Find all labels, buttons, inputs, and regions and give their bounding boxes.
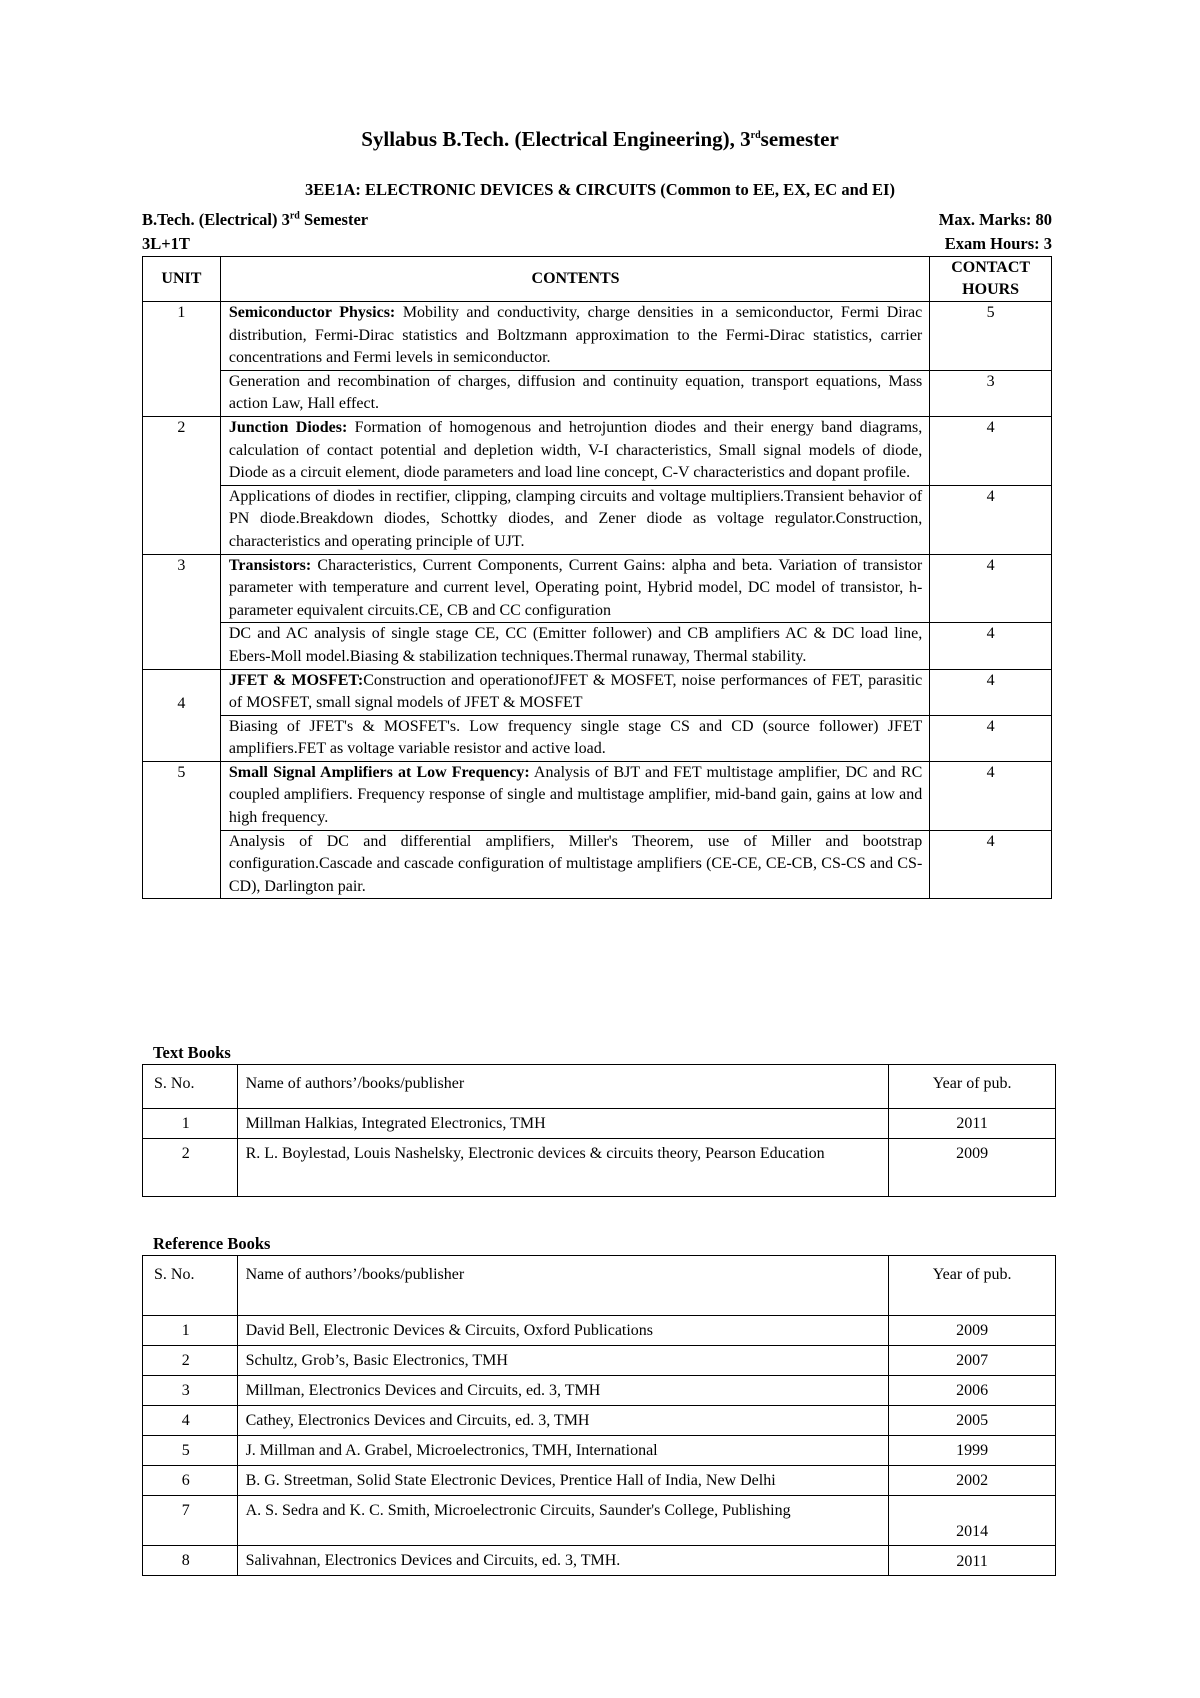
- table-row: [143, 1436, 1056, 1466]
- table-row: [143, 1496, 1056, 1546]
- book-year: 2002: [889, 1466, 1056, 1496]
- table-row: [143, 1546, 1056, 1576]
- book-sno: 1: [143, 1109, 238, 1139]
- program-label: [142, 210, 368, 229]
- unit-column-header: UNIT: [143, 257, 221, 302]
- topic-text: Construction and operationofJFET & MOSFET, noise performances of FET, parasitic of MOSFET, small signal models of JFET & MOSFET: [228, 671, 923, 712]
- table-row: [143, 830, 1052, 899]
- table-row: [143, 715, 1052, 761]
- year-column-header: Year of pub.: [889, 1256, 1056, 1316]
- book-name: J. Millman and A. Grabel, Microelectronics, TMH, International: [237, 1436, 889, 1466]
- book-name: B. G. Streetman, Solid State Electronic Devices, Prentice Hall of India, New Delhi: [237, 1466, 889, 1496]
- sno-column-header: S. No.: [143, 1256, 238, 1316]
- table-row: [143, 1139, 1056, 1197]
- sno-column-header: S. No.: [143, 1065, 238, 1109]
- book-name: Schultz, Grob’s, Basic Electronics, TMH: [237, 1346, 889, 1376]
- unit-number-text: 4: [177, 694, 186, 712]
- book-sno: 1: [143, 1316, 238, 1346]
- book-sno: 4: [143, 1406, 238, 1436]
- book-year: 2014: [889, 1496, 1056, 1546]
- unit-contents: [220, 830, 929, 899]
- table-row: [143, 623, 1052, 669]
- topic-text: Analysis of BJT and FET multistage amplifier, DC and RC coupled amplifiers. Frequency response of single and multistage amplifier, mid-band gain, gains at low and high frequency.: [228, 763, 923, 827]
- topic-text: Analysis of DC and differential amplifiers, Miller's Theorem, use of Miller and bootstrap configuration.Cascade and cascade configuration of multistage amplifiers (CE-CE, CE-CB, CS-CS and CS-CD), Darlington pair.: [228, 832, 923, 895]
- unit-contents: [220, 623, 929, 669]
- topic-text: Characteristics, Current Components, Current Gains: alpha and beta. Variation of transistor parameter with temperature and current level, Operating point, Hybrid model, DC model of transistor, h-parameter equivalent circuits.CE, CB and CC configuration: [228, 556, 923, 619]
- table-row: [143, 370, 1052, 416]
- topic-text: Generation and recombination of charges, diffusion and continuity equation, transport equations, Mass action Law, Hall effect.: [228, 372, 923, 413]
- course-title: 3EE1A: ELECTRONIC DEVICES & CIRCUITS (Common to EE, EX, EC and EI): [305, 180, 895, 199]
- unit-number: 3: [143, 554, 221, 669]
- load-label: 3L+1T: [142, 234, 190, 253]
- table-row: [143, 1316, 1056, 1346]
- book-sno: 3: [143, 1376, 238, 1406]
- unit-number: [143, 669, 221, 761]
- book-name: Salivahnan, Electronics Devices and Circuits, ed. 3, TMH.: [237, 1546, 889, 1576]
- book-sno: 7: [143, 1496, 238, 1546]
- reference-books-label: Reference Books: [153, 1234, 271, 1253]
- unit-number: 5: [143, 761, 221, 899]
- table-row: [143, 1406, 1056, 1436]
- page-title-tail: semester: [760, 127, 839, 151]
- topic-heading: Junction Diodes:: [228, 418, 348, 436]
- topic-text: DC and AC analysis of single stage CE, CC (Emitter follower) and CB amplifiers AC & DC load line, Ebers-Moll model.Biasing & stabilization techniques.Thermal runaway, Thermal stability.: [228, 625, 923, 665]
- table-row: [143, 1109, 1056, 1139]
- page-title-main: Syllabus B.Tech. (Electrical Engineering), 3: [361, 127, 751, 151]
- book-name: R. L. Boylestad, Louis Nashelsky, Electronic devices & circuits theory, Pearson Education: [237, 1139, 889, 1197]
- book-name: Cathey, Electronics Devices and Circuits, ed. 3, TMH: [237, 1406, 889, 1436]
- topic-text: Biasing of JFET's & MOSFET's. Low frequency single stage CS and CD (source follower) JFET amplifiers.FET as voltage variable resistor and active load.: [228, 717, 923, 758]
- book-year: 2006: [889, 1376, 1056, 1406]
- program-tail: Semester: [299, 210, 369, 229]
- table-row: [143, 1466, 1056, 1496]
- unit-contents: [220, 761, 929, 830]
- unit-contents: [220, 715, 929, 761]
- contact-hours: 4: [930, 669, 1052, 715]
- book-sno: 6: [143, 1466, 238, 1496]
- unit-contents: [220, 554, 929, 623]
- book-year: 2007: [889, 1346, 1056, 1376]
- table-row: [143, 485, 1052, 554]
- contact-hours: 4: [930, 416, 1052, 485]
- reference-books-header-row: [143, 1256, 1056, 1316]
- book-name: A. S. Sedra and K. C. Smith, Microelectronic Circuits, Saunder's College, Publishing: [237, 1496, 889, 1546]
- load-row: [142, 234, 1052, 254]
- contact-hours: 5: [930, 302, 1052, 371]
- reference-books-table: [142, 1255, 1056, 1576]
- topic-text: Formation of homogenous and hetrojuntion diodes and their energy band diagrams, calculation of contact potential and depletion width, V-I characteristics, Small signal models of diode, Diode as a circuit element, diode parameters and load line concept, C-V characteristics and dopant profile.: [228, 418, 923, 482]
- book-year: 2005: [889, 1406, 1056, 1436]
- name-column-header: Name of authors’/books/publisher: [237, 1256, 889, 1316]
- table-row: [143, 302, 1052, 371]
- contact-hours: 4: [930, 554, 1052, 623]
- unit-contents: [220, 485, 929, 554]
- hours-header-line2: HOURS: [962, 281, 1020, 298]
- book-year: 1999: [889, 1436, 1056, 1466]
- page-title: [0, 127, 1200, 152]
- text-books-table: [142, 1064, 1056, 1197]
- program-superscript: rd: [289, 210, 300, 222]
- unit-number: 2: [143, 416, 221, 554]
- table-row: [143, 669, 1052, 715]
- unit-contents: [220, 669, 929, 715]
- text-books-header-row: [143, 1065, 1056, 1109]
- book-year: 2009: [889, 1139, 1056, 1197]
- unit-number: 1: [143, 302, 221, 417]
- text-books-label: Text Books: [153, 1043, 231, 1062]
- topic-heading: Transistors:: [228, 556, 312, 574]
- hours-header-line1: CONTACT: [951, 259, 1031, 276]
- contact-hours: 4: [930, 715, 1052, 761]
- topic-text: Mobility and conductivity, charge densities in a semiconductor, Fermi Dirac distribution, Fermi-Dirac statistics and Boltzmann approximation to the Fermi-Dirac statistics, carrier concentrations and Fermi levels in semiconductor.: [228, 304, 923, 367]
- unit-contents: [220, 302, 929, 371]
- book-year: 2011: [889, 1546, 1056, 1576]
- book-sno: 2: [143, 1139, 238, 1197]
- exam-hours: Exam Hours: 3: [944, 234, 1052, 253]
- table-row: [143, 761, 1052, 830]
- book-name: Millman, Electronics Devices and Circuits, ed. 3, TMH: [237, 1376, 889, 1406]
- topic-text: Applications of diodes in rectifier, clipping, clamping circuits and voltage multipliers.Transient behavior of PN diode.Breakdown diodes, Schottky diodes, and Zener diode as voltage regulator.Construction, characteristics and operating principle of UJT.: [228, 487, 923, 550]
- book-year: 2011: [889, 1109, 1056, 1139]
- book-sno: 8: [143, 1546, 238, 1576]
- contents-column-header: CONTENTS: [220, 257, 929, 302]
- syllabus-header-row: [143, 257, 1052, 302]
- name-column-header: Name of authors’/books/publisher: [237, 1065, 889, 1109]
- topic-heading: Semiconductor Physics:: [228, 304, 396, 321]
- table-row: [143, 554, 1052, 623]
- book-name: David Bell, Electronic Devices & Circuits, Oxford Publications: [237, 1316, 889, 1346]
- contact-hours: 4: [930, 761, 1052, 830]
- book-sno: 5: [143, 1436, 238, 1466]
- hours-column-header: [930, 257, 1052, 302]
- contact-hours: 4: [930, 623, 1052, 669]
- book-name: Millman Halkias, Integrated Electronics, TMH: [237, 1109, 889, 1139]
- table-row: [143, 416, 1052, 485]
- program-row: [142, 210, 1052, 230]
- syllabus-table: [142, 256, 1052, 899]
- unit-contents: [220, 416, 929, 485]
- table-row: [143, 1346, 1056, 1376]
- book-year: 2009: [889, 1316, 1056, 1346]
- topic-heading: JFET & MOSFET:: [228, 671, 364, 689]
- page-title-superscript: rd: [750, 130, 761, 141]
- unit-contents: [220, 370, 929, 416]
- table-row: [143, 1376, 1056, 1406]
- year-column-header: Year of pub.: [889, 1065, 1056, 1109]
- program-main: B.Tech. (Electrical) 3: [142, 210, 290, 229]
- max-marks: Max. Marks: 80: [938, 210, 1052, 229]
- topic-heading: Small Signal Amplifiers at Low Frequency:: [228, 763, 530, 781]
- contact-hours: 3: [930, 370, 1052, 416]
- contact-hours: 4: [930, 485, 1052, 554]
- contact-hours: 4: [930, 830, 1052, 899]
- book-sno: 2: [143, 1346, 238, 1376]
